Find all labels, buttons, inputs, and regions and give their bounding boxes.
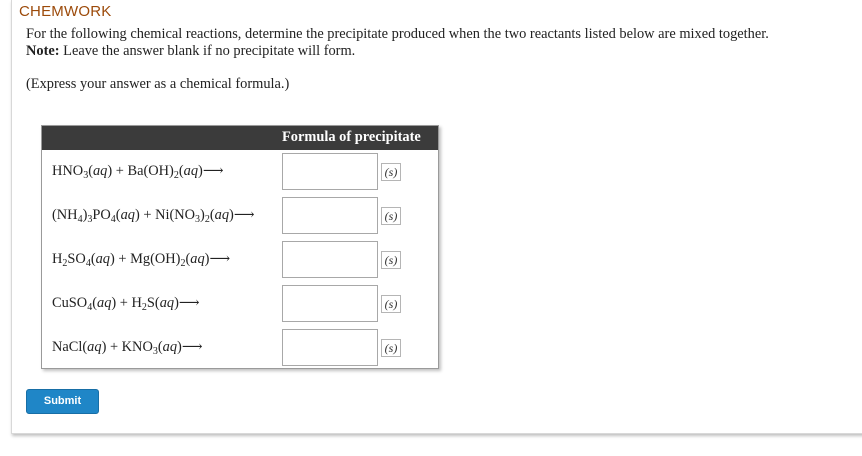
precipitate-input[interactable] [282,285,378,322]
table-row [42,326,438,370]
note-label: Note: [26,43,60,59]
state-label-solid: (s) [381,251,401,269]
table-header [42,126,438,150]
table-row [42,194,438,238]
state-label-solid: (s) [381,163,401,181]
question-card [11,0,862,434]
reaction-equation: $(NH_4)_3PO_4(aq)$ + $Ni(NO_3)_2(aq)⟶$ [52,207,255,225]
answer-table [41,125,439,369]
reaction-equation: CuSO$_4$(aq) + $H_2S(aq)⟶$ [52,295,200,313]
state-label-solid: (s) [381,295,401,313]
state-label-solid: (s) [381,207,401,225]
reaction-equation: $HNO_3(aq)$ + $Ba(OH)_2(aq)⟶$ [52,163,224,181]
page-title: CHEMWORK [19,3,112,20]
note-text: Leave the answer blank if no precipitate will form. [59,43,356,59]
state-label-solid: (s) [381,339,401,357]
table-row [42,150,438,194]
note [26,43,846,60]
column-header-formula: Formula of precipitate [282,129,421,145]
table-row [42,282,438,326]
reaction-equation: NaCl(aq) + $KNO_3(aq)⟶$ [52,339,203,357]
reaction-equation: $H_2SO_4(aq)$ + $Mg(OH)_2(aq)⟶$ [52,251,231,269]
precipitate-input[interactable] [282,241,378,278]
precipitate-input[interactable] [282,329,378,366]
table-row [42,238,438,282]
precipitate-input[interactable] [282,197,378,234]
express-hint: (Express your answer as a chemical formula.) [26,76,290,92]
submit-button[interactable]: Submit [26,389,99,414]
precipitate-input[interactable] [282,153,378,190]
instruction-text: For the following chemical reactions, determine the precipitate produced when the two reactants listed below are mixed together. [26,26,769,42]
instructions [26,26,846,60]
